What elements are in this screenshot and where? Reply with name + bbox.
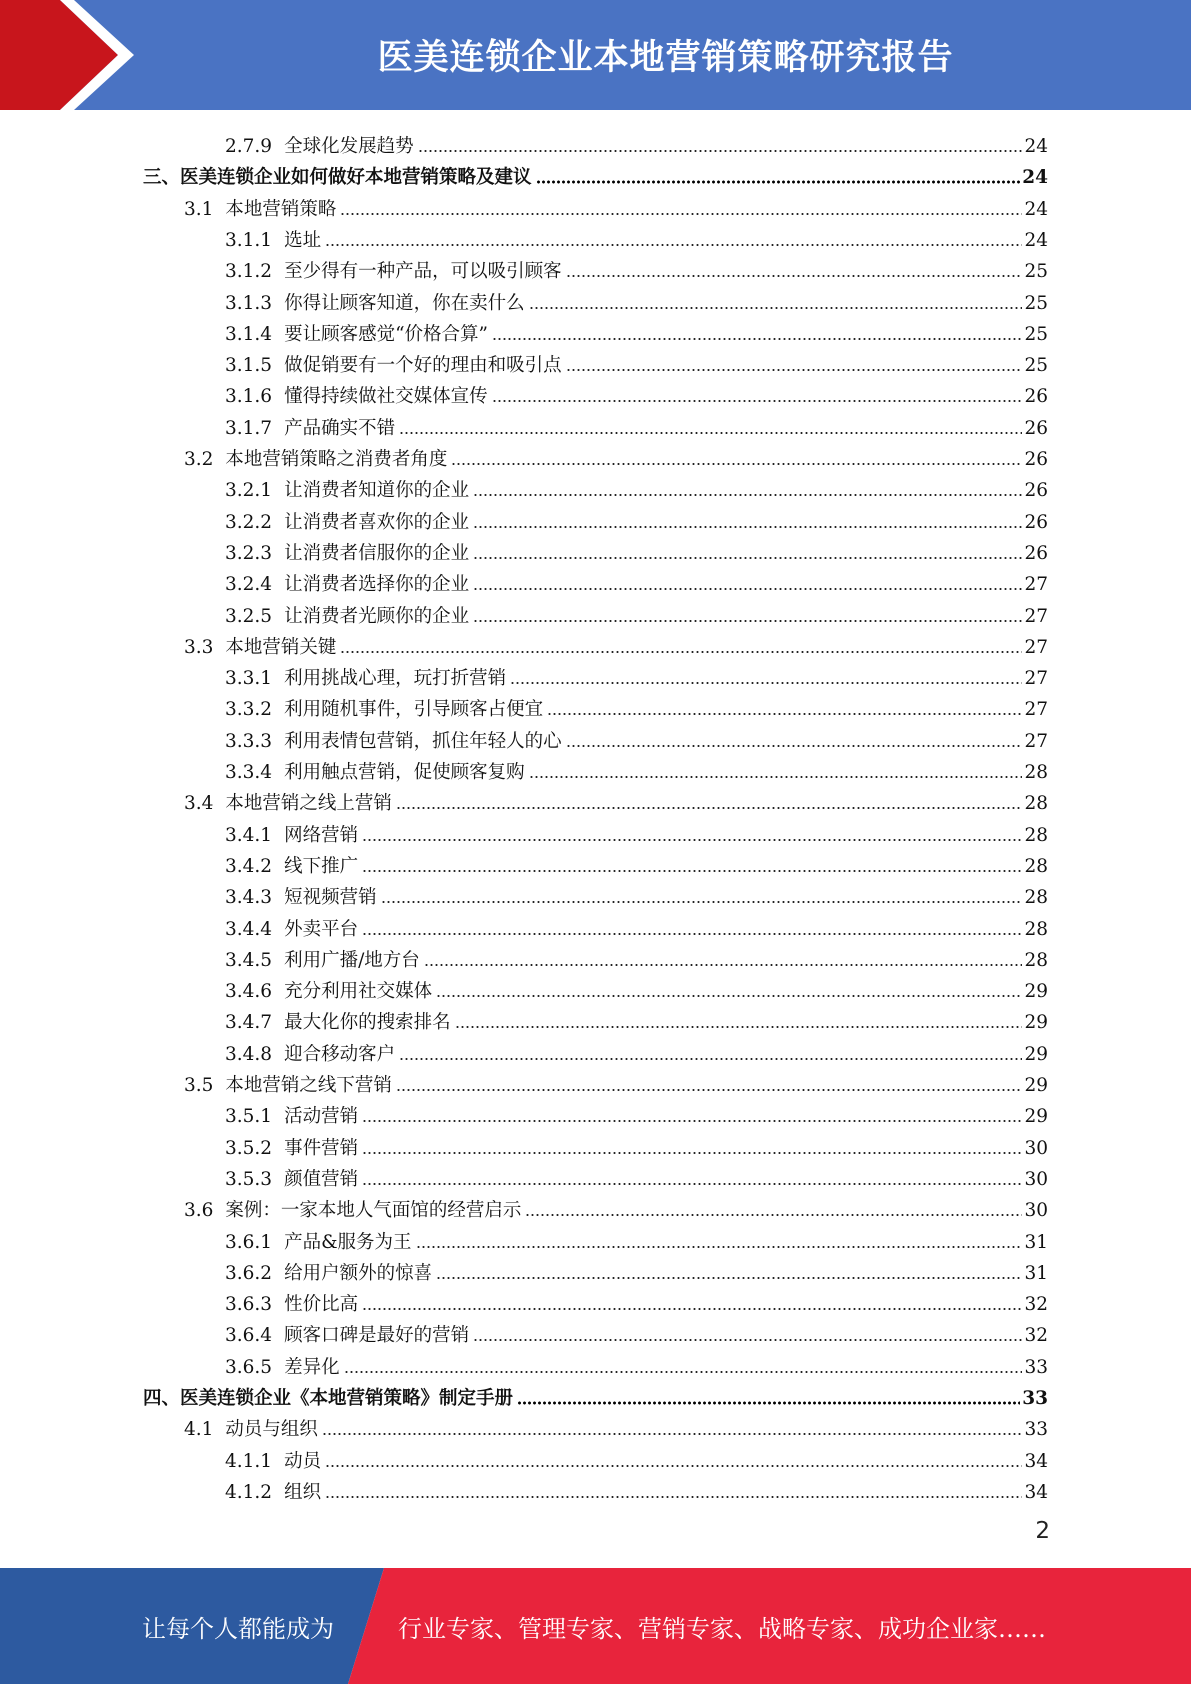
toc-entry-page: 30 [1024, 1200, 1048, 1222]
toc-leader-dots [536, 180, 1021, 184]
toc-entry-page: 26 [1024, 542, 1048, 564]
toc-entry-page: 27 [1024, 605, 1048, 627]
toc-entry-title: 四、医美连锁企业《本地营销策略》制定手册 [143, 1388, 514, 1409]
toc-leader-dots [566, 274, 1023, 278]
toc-entry[interactable] [225, 722, 1048, 753]
footer-slogan: 让每个人都能成为 [142, 1614, 334, 1643]
toc-entry-page: 29 [1024, 1106, 1048, 1128]
toc-entry-page: 24 [1024, 136, 1048, 157]
toc-entry[interactable] [184, 1191, 1048, 1222]
toc-entry-title: 让消费者光顾你的企业 [284, 605, 470, 627]
toc-entry-page: 26 [1024, 417, 1048, 439]
toc-entry-title: 利用表情包营销，抓住年轻人的心 [284, 730, 562, 752]
toc-leader-dots [547, 712, 1022, 716]
toc-entry-number: 3.3.2 [225, 699, 273, 721]
toc-leader-dots [517, 1401, 1020, 1405]
toc-leader-dots [510, 681, 1022, 685]
toc-entry[interactable] [184, 1066, 1048, 1097]
toc-leader-dots [473, 1338, 1022, 1342]
toc-entry-number: 3.5 [184, 1075, 214, 1096]
toc-leader-dots [473, 619, 1022, 623]
toc-entry-title: 利用触点营销，促使顾客复购 [284, 762, 525, 783]
toc-entry-title: 懂得持续做社交媒体宣传 [284, 386, 488, 408]
toc-entry-title: 颜值营销 [284, 1168, 359, 1190]
toc-entry-title: 短视频营销 [284, 887, 377, 909]
toc-entry[interactable] [225, 753, 1048, 784]
toc-entry-number: 3.1.1 [225, 229, 273, 251]
toc-entry-number: 3.2.3 [225, 542, 273, 564]
toc-entry-title: 三、医美连锁企业如何做好本地营销策略及建议 [143, 167, 532, 189]
toc-entry-page: 29 [1024, 981, 1048, 1003]
toc-entry-title: 利用随机事件，引导顾客占便宜 [284, 699, 544, 721]
toc-entry-page: 26 [1024, 386, 1048, 408]
toc-entry-title: 全球化发展趋势 [284, 136, 414, 157]
toc-entry-page: 26 [1024, 449, 1048, 470]
toc-leader-dots [418, 149, 1023, 153]
toc-entry-page: 30 [1024, 1168, 1048, 1190]
toc-entry[interactable] [225, 878, 1048, 909]
toc-entry-title: 本地营销之线下营销 [225, 1075, 392, 1096]
toc-entry[interactable] [225, 471, 1048, 502]
toc-entry-number: 3.4.2 [225, 855, 273, 877]
toc-entry-title: 让消费者选择你的企业 [284, 574, 470, 596]
toc-entry[interactable] [225, 690, 1048, 721]
toc-entry[interactable] [225, 534, 1048, 565]
toc-entry-title: 让消费者信服你的企业 [284, 542, 470, 564]
toc-leader-dots [473, 525, 1022, 529]
toc-entry-number: 3.6.3 [225, 1294, 273, 1316]
toc-entry-page: 25 [1024, 355, 1048, 377]
toc-entry-number: 3.4.4 [225, 918, 273, 940]
toc-entry-page: 28 [1024, 949, 1048, 971]
toc-entry-page: 26 [1024, 511, 1048, 533]
toc-entry-title: 线下推广 [284, 855, 359, 877]
toc-entry-title: 充分利用社交媒体 [284, 981, 433, 1003]
toc-entry[interactable] [184, 190, 1048, 221]
page-number: 2 [1035, 1518, 1050, 1544]
toc-entry-page: 28 [1024, 918, 1048, 940]
toc-entry[interactable] [225, 221, 1048, 252]
page-footer [0, 1568, 1191, 1684]
toc-entry-title: 顾客口碑是最好的营销 [284, 1325, 470, 1347]
toc-leader-dots [362, 1182, 1022, 1186]
toc-entry-number: 3.1.2 [225, 261, 273, 283]
toc-entry-number: 3.6.2 [225, 1262, 273, 1284]
toc-leader-dots [416, 1245, 1023, 1249]
toc-leader-dots [424, 963, 1023, 967]
toc-entry-number: 3.6 [184, 1200, 214, 1222]
toc-entry[interactable] [225, 659, 1048, 690]
toc-entry-title: 案例：一家本地人气面馆的经营启示 [225, 1200, 522, 1222]
toc-entry[interactable] [225, 284, 1048, 315]
toc-entry-page: 33 [1022, 1388, 1048, 1409]
toc-entry-number: 3.5.3 [225, 1168, 273, 1190]
toc-entry-page: 27 [1024, 636, 1048, 658]
toc-entry[interactable] [225, 565, 1048, 596]
toc-leader-dots [473, 587, 1022, 591]
toc-entry-number: 3.4.6 [225, 981, 273, 1003]
toc-entry-number: 3.3.3 [225, 730, 273, 752]
toc-entry-title: 本地营销策略之消费者角度 [225, 449, 448, 470]
toc-entry-title: 利用挑战心理，玩打折营销 [284, 668, 507, 690]
toc-entry-title: 选址 [284, 229, 322, 251]
toc-entry-number: 3.1 [184, 198, 214, 220]
toc-entry-number: 4.1.1 [225, 1450, 273, 1472]
toc-leader-dots [492, 399, 1023, 403]
toc-leader-dots [362, 869, 1022, 873]
toc-entry[interactable] [225, 910, 1048, 941]
toc-entry-page: 33 [1024, 1419, 1048, 1441]
toc-entry-number: 3.4.7 [225, 1012, 273, 1034]
toc-leader-dots [322, 1432, 1023, 1436]
toc-entry-number: 3.6.4 [225, 1325, 273, 1347]
toc-entry-number: 3.4.3 [225, 887, 273, 909]
toc-entry[interactable] [225, 597, 1048, 628]
toc-entry-page: 27 [1024, 668, 1048, 690]
toc-entry-number: 3.1.7 [225, 417, 273, 439]
toc-entry-number: 3.3 [184, 636, 214, 658]
toc-entry-title: 组织 [284, 1481, 322, 1503]
toc-entry-title: 利用广播/地方台 [284, 949, 420, 971]
toc-leader-dots [362, 838, 1022, 842]
toc-leader-dots [473, 493, 1022, 497]
toc-entry-number: 4.1.2 [225, 1481, 273, 1503]
toc-entry-title: 动员 [284, 1450, 322, 1472]
toc-leader-dots [325, 1495, 1022, 1499]
toc-entry-number: 3.3.4 [225, 762, 273, 783]
toc-entry[interactable] [184, 628, 1048, 659]
toc-entry-title: 做促销要有一个好的理由和吸引点 [284, 355, 562, 377]
toc-entry-page: 34 [1024, 1481, 1048, 1503]
toc-leader-dots [451, 462, 1022, 466]
toc-entry-title: 网络营销 [284, 824, 359, 846]
toc-entry-page: 34 [1024, 1450, 1048, 1472]
footer-roles: 行业专家、管理专家、营销专家、战略专家、成功企业家…… [398, 1614, 1046, 1643]
toc-entry[interactable] [143, 158, 1048, 189]
toc-entry[interactable] [225, 315, 1048, 346]
toc-entry[interactable] [225, 1316, 1048, 1347]
toc-entry-page: 28 [1024, 793, 1048, 815]
toc-entry-number: 3.1.4 [225, 323, 273, 345]
toc-entry-number: 3.4 [184, 793, 214, 815]
toc-entry[interactable] [225, 847, 1048, 878]
toc-leader-dots [436, 1276, 1022, 1280]
toc-entry-page: 33 [1024, 1356, 1048, 1378]
toc-leader-dots [340, 650, 1022, 654]
toc-entry-page: 29 [1024, 1043, 1048, 1065]
page-header [0, 0, 1191, 110]
toc-entry-page: 30 [1024, 1137, 1048, 1159]
toc-entry-title: 让消费者知道你的企业 [284, 480, 470, 502]
toc-entry[interactable] [184, 1410, 1048, 1441]
toc-entry-page: 25 [1024, 323, 1048, 345]
toc-entry[interactable] [225, 1254, 1048, 1285]
toc-entry-title: 性价比高 [284, 1294, 359, 1316]
toc-entry-title: 至少得有一种产品，可以吸引顾客 [284, 261, 562, 283]
toc-entry-page: 31 [1024, 1262, 1048, 1284]
toc-entry-title: 产品&服务为王 [284, 1231, 412, 1253]
toc-leader-dots [399, 1057, 1022, 1061]
header-arrow-icon [0, 0, 160, 110]
toc-entry[interactable] [225, 1129, 1048, 1160]
toc-leader-dots [399, 431, 1022, 435]
toc-entry-title: 本地营销策略 [225, 198, 337, 220]
toc-entry-page: 26 [1024, 480, 1048, 502]
toc-entry-title: 外卖平台 [284, 918, 359, 940]
toc-entry-page: 31 [1024, 1231, 1048, 1253]
toc-entry-page: 29 [1024, 1075, 1048, 1096]
toc-entry[interactable] [143, 1379, 1048, 1410]
toc-entry-title: 差异化 [284, 1356, 340, 1378]
toc-leader-dots [362, 1151, 1022, 1155]
toc-entry-page: 25 [1024, 292, 1048, 314]
toc-entry-number: 3.2 [184, 449, 214, 470]
toc-entry-page: 27 [1024, 574, 1048, 596]
toc-leader-dots [492, 337, 1022, 341]
toc-entry[interactable] [184, 440, 1048, 471]
toc-entry-number: 2.7.9 [225, 136, 273, 157]
toc-entry[interactable] [225, 409, 1048, 440]
toc-entry-number: 3.1.3 [225, 292, 273, 314]
toc-leader-dots [566, 368, 1023, 372]
toc-entry-title: 最大化你的搜索排名 [284, 1012, 451, 1034]
toc-entry[interactable] [225, 503, 1048, 534]
toc-entry-title: 产品确实不错 [284, 417, 396, 439]
toc-entry[interactable] [225, 1160, 1048, 1191]
toc-leader-dots [340, 212, 1022, 216]
toc-leader-dots [473, 556, 1022, 560]
toc-entry-number: 3.5.1 [225, 1106, 273, 1128]
toc-entry-page: 32 [1024, 1325, 1048, 1347]
toc-entry[interactable] [225, 1223, 1048, 1254]
toc-entry-number: 3.2.4 [225, 574, 273, 596]
toc-entry-number: 3.1.5 [225, 355, 273, 377]
toc-entry-number: 3.6.5 [225, 1356, 273, 1378]
toc-entry[interactable] [225, 816, 1048, 847]
toc-leader-dots [566, 744, 1023, 748]
toc-entry-title: 动员与组织 [225, 1419, 318, 1441]
toc-entry-page: 25 [1024, 261, 1048, 283]
toc-entry-title: 事件营销 [284, 1137, 359, 1159]
toc-entry-page: 24 [1024, 198, 1048, 220]
toc-leader-dots [381, 900, 1023, 904]
toc-entry-title: 你得让顾客知道，你在卖什么 [284, 292, 525, 314]
toc-entry-page: 28 [1024, 762, 1048, 783]
toc-leader-dots [362, 932, 1022, 936]
toc-entry-number: 3.2.1 [225, 480, 273, 502]
toc-entry-number: 3.4.1 [225, 824, 273, 846]
toc-entry-number: 3.3.1 [225, 668, 273, 690]
toc-leader-dots [396, 1088, 1023, 1092]
toc-entry-title: 迎合移动客户 [284, 1043, 396, 1065]
toc-leader-dots [325, 243, 1022, 247]
toc-entry-number: 3.2.5 [225, 605, 273, 627]
toc-entry-title: 活动营销 [284, 1106, 359, 1128]
document-title: 医美连锁企业本地营销策略研究报告 [377, 38, 954, 78]
toc-leader-dots [362, 1119, 1022, 1123]
toc-entry-number: 3.5.2 [225, 1137, 273, 1159]
toc-leader-dots [325, 1464, 1022, 1468]
toc-entry-number: 3.4.8 [225, 1043, 273, 1065]
toc-leader-dots [529, 306, 1023, 310]
toc-entry[interactable] [225, 1473, 1048, 1504]
toc-entry-title: 要让顾客感觉“价格合算” [284, 323, 488, 345]
toc-entry-page: 32 [1024, 1294, 1048, 1316]
toc-entry[interactable] [225, 346, 1048, 377]
toc-leader-dots [362, 1307, 1022, 1311]
toc-leader-dots [436, 994, 1022, 998]
toc-entry[interactable] [184, 784, 1048, 815]
toc-leader-dots [396, 806, 1023, 810]
toc-entry[interactable] [225, 127, 1048, 158]
toc-entry[interactable] [225, 1442, 1048, 1473]
toc-entry-title: 让消费者喜欢你的企业 [284, 511, 470, 533]
toc-entry-page: 24 [1022, 167, 1048, 189]
toc-leader-dots [455, 1025, 1023, 1029]
toc-entry-number: 3.1.6 [225, 386, 273, 408]
toc-entry-title: 给用户额外的惊喜 [284, 1262, 433, 1284]
toc-entry-number: 3.4.5 [225, 949, 273, 971]
toc-leader-dots [344, 1370, 1023, 1374]
toc-entry-page: 24 [1024, 229, 1048, 251]
toc-entry[interactable] [225, 1285, 1048, 1316]
toc-entry-page: 27 [1024, 699, 1048, 721]
toc-entry[interactable] [225, 1097, 1048, 1128]
toc-entry-page: 29 [1024, 1012, 1048, 1034]
toc-leader-dots [529, 775, 1023, 779]
toc-entry-page: 28 [1024, 855, 1048, 877]
toc-entry[interactable] [225, 1003, 1048, 1034]
toc-entry[interactable] [225, 941, 1048, 972]
toc-entry-title: 本地营销之线上营销 [225, 793, 392, 815]
toc-entry[interactable] [225, 1348, 1048, 1379]
toc-entry-page: 28 [1024, 824, 1048, 846]
toc-entry[interactable] [225, 377, 1048, 408]
toc-entry-page: 28 [1024, 887, 1048, 909]
toc-entry-number: 4.1 [184, 1419, 214, 1441]
toc-entry-number: 3.2.2 [225, 511, 273, 533]
toc-entry-number: 3.6.1 [225, 1231, 273, 1253]
toc-entry[interactable] [225, 972, 1048, 1003]
toc-entry-title: 本地营销关键 [225, 636, 337, 658]
toc-leader-dots [525, 1213, 1022, 1217]
toc-entry[interactable] [225, 1035, 1048, 1066]
toc-entry[interactable] [225, 252, 1048, 283]
toc-entry-page: 27 [1024, 730, 1048, 752]
